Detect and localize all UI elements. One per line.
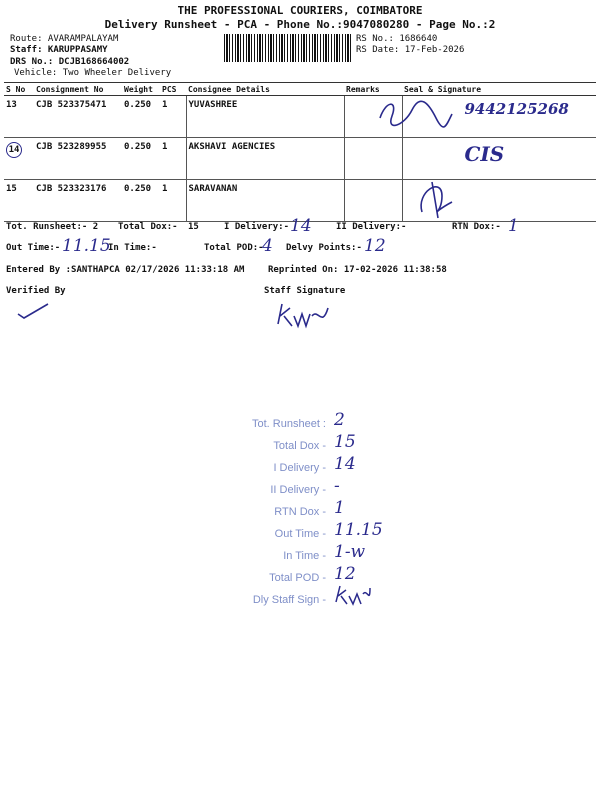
stamp-signature-scribble xyxy=(332,584,372,606)
vehicle-label: Vehicle: Two Wheeler Delivery xyxy=(14,68,172,78)
delivery-stamp xyxy=(216,408,416,606)
total-pod-label: Total POD:- xyxy=(204,243,264,253)
col-consignee: Consignee Details xyxy=(186,83,344,96)
stamp-label: In Time - xyxy=(283,550,326,562)
verified-by-label: Verified By xyxy=(6,286,66,296)
stamp-value: 1 xyxy=(334,498,345,518)
col-pcs: PCS xyxy=(160,83,186,96)
rs-date-label: RS Date: 17-Feb-2026 xyxy=(356,45,465,55)
stamp-label: RTN Dox - xyxy=(274,506,326,518)
staff-label: Staff: KARUPPASAMY xyxy=(10,45,108,55)
stamp-line xyxy=(216,540,416,562)
row-sno xyxy=(4,138,34,180)
barcode xyxy=(224,34,352,62)
row-consignee: AKSHAVI AGENCIES xyxy=(186,138,344,180)
runsheet-table xyxy=(4,82,596,222)
col-weight: Weight xyxy=(122,83,160,96)
stamp-value: 14 xyxy=(334,454,356,474)
stamp-line xyxy=(216,408,416,430)
ii-delivery-label: II Delivery:- xyxy=(336,222,407,232)
row-weight: 0.250 xyxy=(122,138,160,180)
signature-scribble-yuvashree xyxy=(376,96,456,136)
col-sno: S No xyxy=(4,83,34,96)
row-sno: 13 xyxy=(4,96,34,138)
stamp-label: II Delivery - xyxy=(270,484,326,496)
handwritten-phone: 9442125268 xyxy=(464,100,569,118)
rtn-dox-label: RTN Dox:- xyxy=(452,222,501,232)
stamp-value: 1-w xyxy=(334,542,366,562)
stamp-line xyxy=(216,452,416,474)
table-row xyxy=(4,138,596,180)
verified-tick xyxy=(14,300,54,320)
entered-by: Entered By :SANTHAPCA 02/17/2026 11:33:18 AM xyxy=(6,265,245,275)
row-consignee: SARAVANAN xyxy=(186,180,344,222)
i-delivery-hand: 14 xyxy=(290,216,312,236)
row-weight: 0.250 xyxy=(122,180,160,222)
row-pcs: 1 xyxy=(160,180,186,222)
stamp-value: - xyxy=(334,476,340,496)
reprinted-on: Reprinted On: 17-02-2026 11:38:58 xyxy=(268,265,447,275)
row-remarks xyxy=(344,180,402,222)
route-label: Route: AVARAMPALAYAM xyxy=(10,34,119,44)
stamp-value: 11.15 xyxy=(334,520,383,540)
col-remarks: Remarks xyxy=(344,83,402,96)
col-signature: Seal & Signature xyxy=(402,83,596,96)
row-weight: 0.250 xyxy=(122,96,160,138)
total-dox-value: 15 xyxy=(188,222,199,232)
stamp-label: Total Dox - xyxy=(273,440,326,452)
table-row xyxy=(4,96,596,138)
i-delivery-label: I Delivery:- xyxy=(224,222,290,232)
row-consignee: YUVASHREE xyxy=(186,96,344,138)
stamp-line xyxy=(216,496,416,518)
row-pcs: 1 xyxy=(160,138,186,180)
stamp-value: 15 xyxy=(334,432,356,452)
stamp-label: Tot. Runsheet : xyxy=(252,418,326,430)
table-header-row xyxy=(4,83,596,96)
stamp-value: 2 xyxy=(334,410,345,430)
delvy-points-label: Delvy Points:- xyxy=(286,243,362,253)
total-dox-label: Total Dox:- xyxy=(118,222,178,232)
stamp-label: Total POD - xyxy=(269,572,326,584)
stamp-label: Out Time - xyxy=(274,528,326,540)
delvy-points-hand: 12 xyxy=(364,236,386,256)
staff-signature-scribble xyxy=(272,298,332,332)
row-consignment: CJB 523375471 xyxy=(34,96,122,138)
stamp-line xyxy=(216,474,416,496)
circled-sno: 14 xyxy=(6,142,22,158)
total-pod-hand: 4 xyxy=(262,236,273,256)
rs-no-label: RS No.: 1686640 xyxy=(356,34,438,44)
drs-label: DRS No.: DCJB168664002 xyxy=(10,57,130,67)
tot-runsheet: Tot. Runsheet:- 2 xyxy=(6,222,99,232)
in-time-label: In Time:- xyxy=(108,243,157,253)
row-consignment: CJB 523289955 xyxy=(34,138,122,180)
stamp-label: I Delivery - xyxy=(273,462,326,474)
stamp-line xyxy=(216,518,416,540)
staff-signature-label: Staff Signature xyxy=(264,286,346,296)
runsheet-subtitle: Delivery Runsheet - PCA - Phone No.:9047080280 - Page No.:2 xyxy=(104,18,496,31)
row-consignment: CJB 523323176 xyxy=(34,180,122,222)
stamp-line xyxy=(216,430,416,452)
col-consignment: Consignment No xyxy=(34,83,122,96)
stamp-line xyxy=(216,584,416,606)
handwritten-initials: CIS xyxy=(464,142,505,166)
rtn-dox-hand: 1 xyxy=(508,216,519,236)
row-pcs: 1 xyxy=(160,96,186,138)
out-time-label: Out Time:- xyxy=(6,243,61,253)
company-title: THE PROFESSIONAL COURIERS, COIMBATORE xyxy=(177,4,423,17)
stamp-label: Dly Staff Sign - xyxy=(252,594,326,606)
out-time-hand: 11.15 xyxy=(62,236,111,256)
stamp-value: 12 xyxy=(334,564,356,584)
stamp-line xyxy=(216,562,416,584)
signature-scribble-saravanan xyxy=(412,172,462,222)
row-sno: 15 xyxy=(4,180,34,222)
row-remarks xyxy=(344,138,402,180)
